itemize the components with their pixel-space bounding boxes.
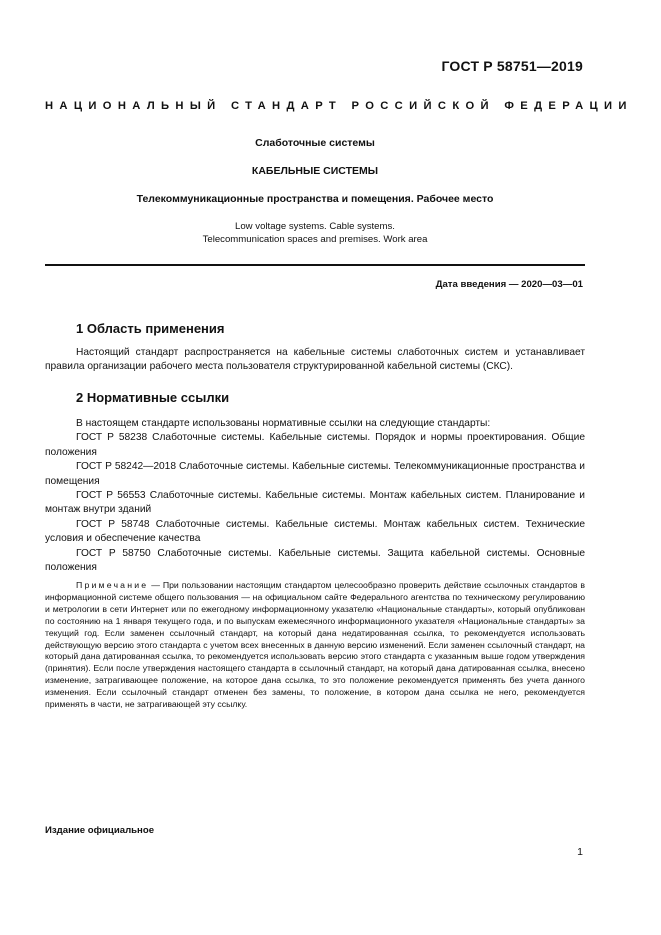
section-1-heading: 1 Область применения (76, 321, 225, 336)
reference-item: ГОСТ Р 56553 Слаботочные системы. Кабельные системы. Монтаж кабельных систем. Планирование и монтаж внутри зданий (45, 490, 585, 516)
title-line-2: КАБЕЛЬНЫЕ СИСТЕМЫ (251, 165, 379, 177)
title-line-1: Слаботочные системы (255, 137, 375, 149)
title-divider (45, 264, 585, 266)
english-title-line-1: Low voltage systems. Cable systems. (235, 221, 395, 232)
section-2-heading: 2 Нормативные ссылки (76, 390, 230, 405)
reference-item: ГОСТ Р 58750 Слаботочные системы. Кабельные системы. Защита кабельной системы. Основные положения (45, 547, 585, 574)
title-line-3: Телекоммуникационные пространства и помещения. Рабочее место (136, 193, 494, 205)
reference-item: ГОСТ Р 58748 Слаботочные системы. Кабельные системы. Монтаж кабельных систем. Технические условия и обеспечение качества (45, 518, 585, 545)
note-paragraph (45, 580, 585, 711)
english-title-line-2: Telecommunication spaces and premises. Work area (202, 234, 428, 245)
page-number: 1 (577, 846, 583, 858)
note-text: — При пользовании настоящим стандартом целесообразно проверить действие ссылочных стандартов в информационной системе общего пользования — на официальном сайте Федерального агентства по техническому регулированию и метрологии в сети Интернет или по ежегодному информационному указателю «Национальные стандарты», который опубликован по состоянию на 1 января текущего года, и по выпускам ежемесячного информационного указателя «Национальные стандарты» за текущий год. Если заменен ссылочный стандарт, на который дана недатированная ссылка, то рекомендуется использовать действующую версию этого стандарта с учетом всех внесенных в данную версию изменений. Если заменен ссылочный стандарт, на который дана датированная ссылка, то рекомендуется использовать версию этого стандарта с указанным выше годом утверждения (принятия). Если после утверждения настоящего стандарта в ссылочный стандарт, на который дана датированная ссылка, внесено изменение, затрагивающее положение, на которое дана ссылка, то это положение рекомендуется применять без учета данного изменения. Если ссылочный стандарт отменен без замены, то положение, в котором дана ссылка не него, рекомендуется применять в части, не затрагивающей эту ссылку. (45, 580, 585, 710)
note-block (45, 580, 585, 711)
reference-item: ГОСТ Р 58238 Слаботочные системы. Кабельные системы. Порядок и нормы проектирования. Общие положения (45, 432, 585, 458)
note-label: Примечание (76, 580, 149, 590)
official-edition-label: Издание официальное (45, 825, 155, 836)
reference-item: ГОСТ Р 58242—2018 Слаботочные системы. Кабельные системы. Телекоммуникационные пространства и помещения (45, 461, 585, 487)
section-2-intro: В настоящем стандарте использованы нормативные ссылки на следующие стандарты: (76, 418, 491, 429)
english-title (45, 220, 585, 246)
section-1-text: Настоящий стандарт распространяется на кабельные системы слаботочных систем и устанавливает правила организации рабочего места пользователя структурированной кабельной системы (СКС). (45, 347, 585, 373)
section-1-body (45, 346, 585, 375)
section-2-body (45, 417, 585, 575)
national-standard-banner: НАЦИОНАЛЬНЫЙ СТАНДАРТ РОССИЙСКОЙ ФЕДЕРАЦИИ (45, 100, 633, 112)
document-code: ГОСТ Р 58751—2019 (441, 58, 583, 74)
introduction-date: Дата введения — 2020—03—01 (435, 279, 583, 290)
